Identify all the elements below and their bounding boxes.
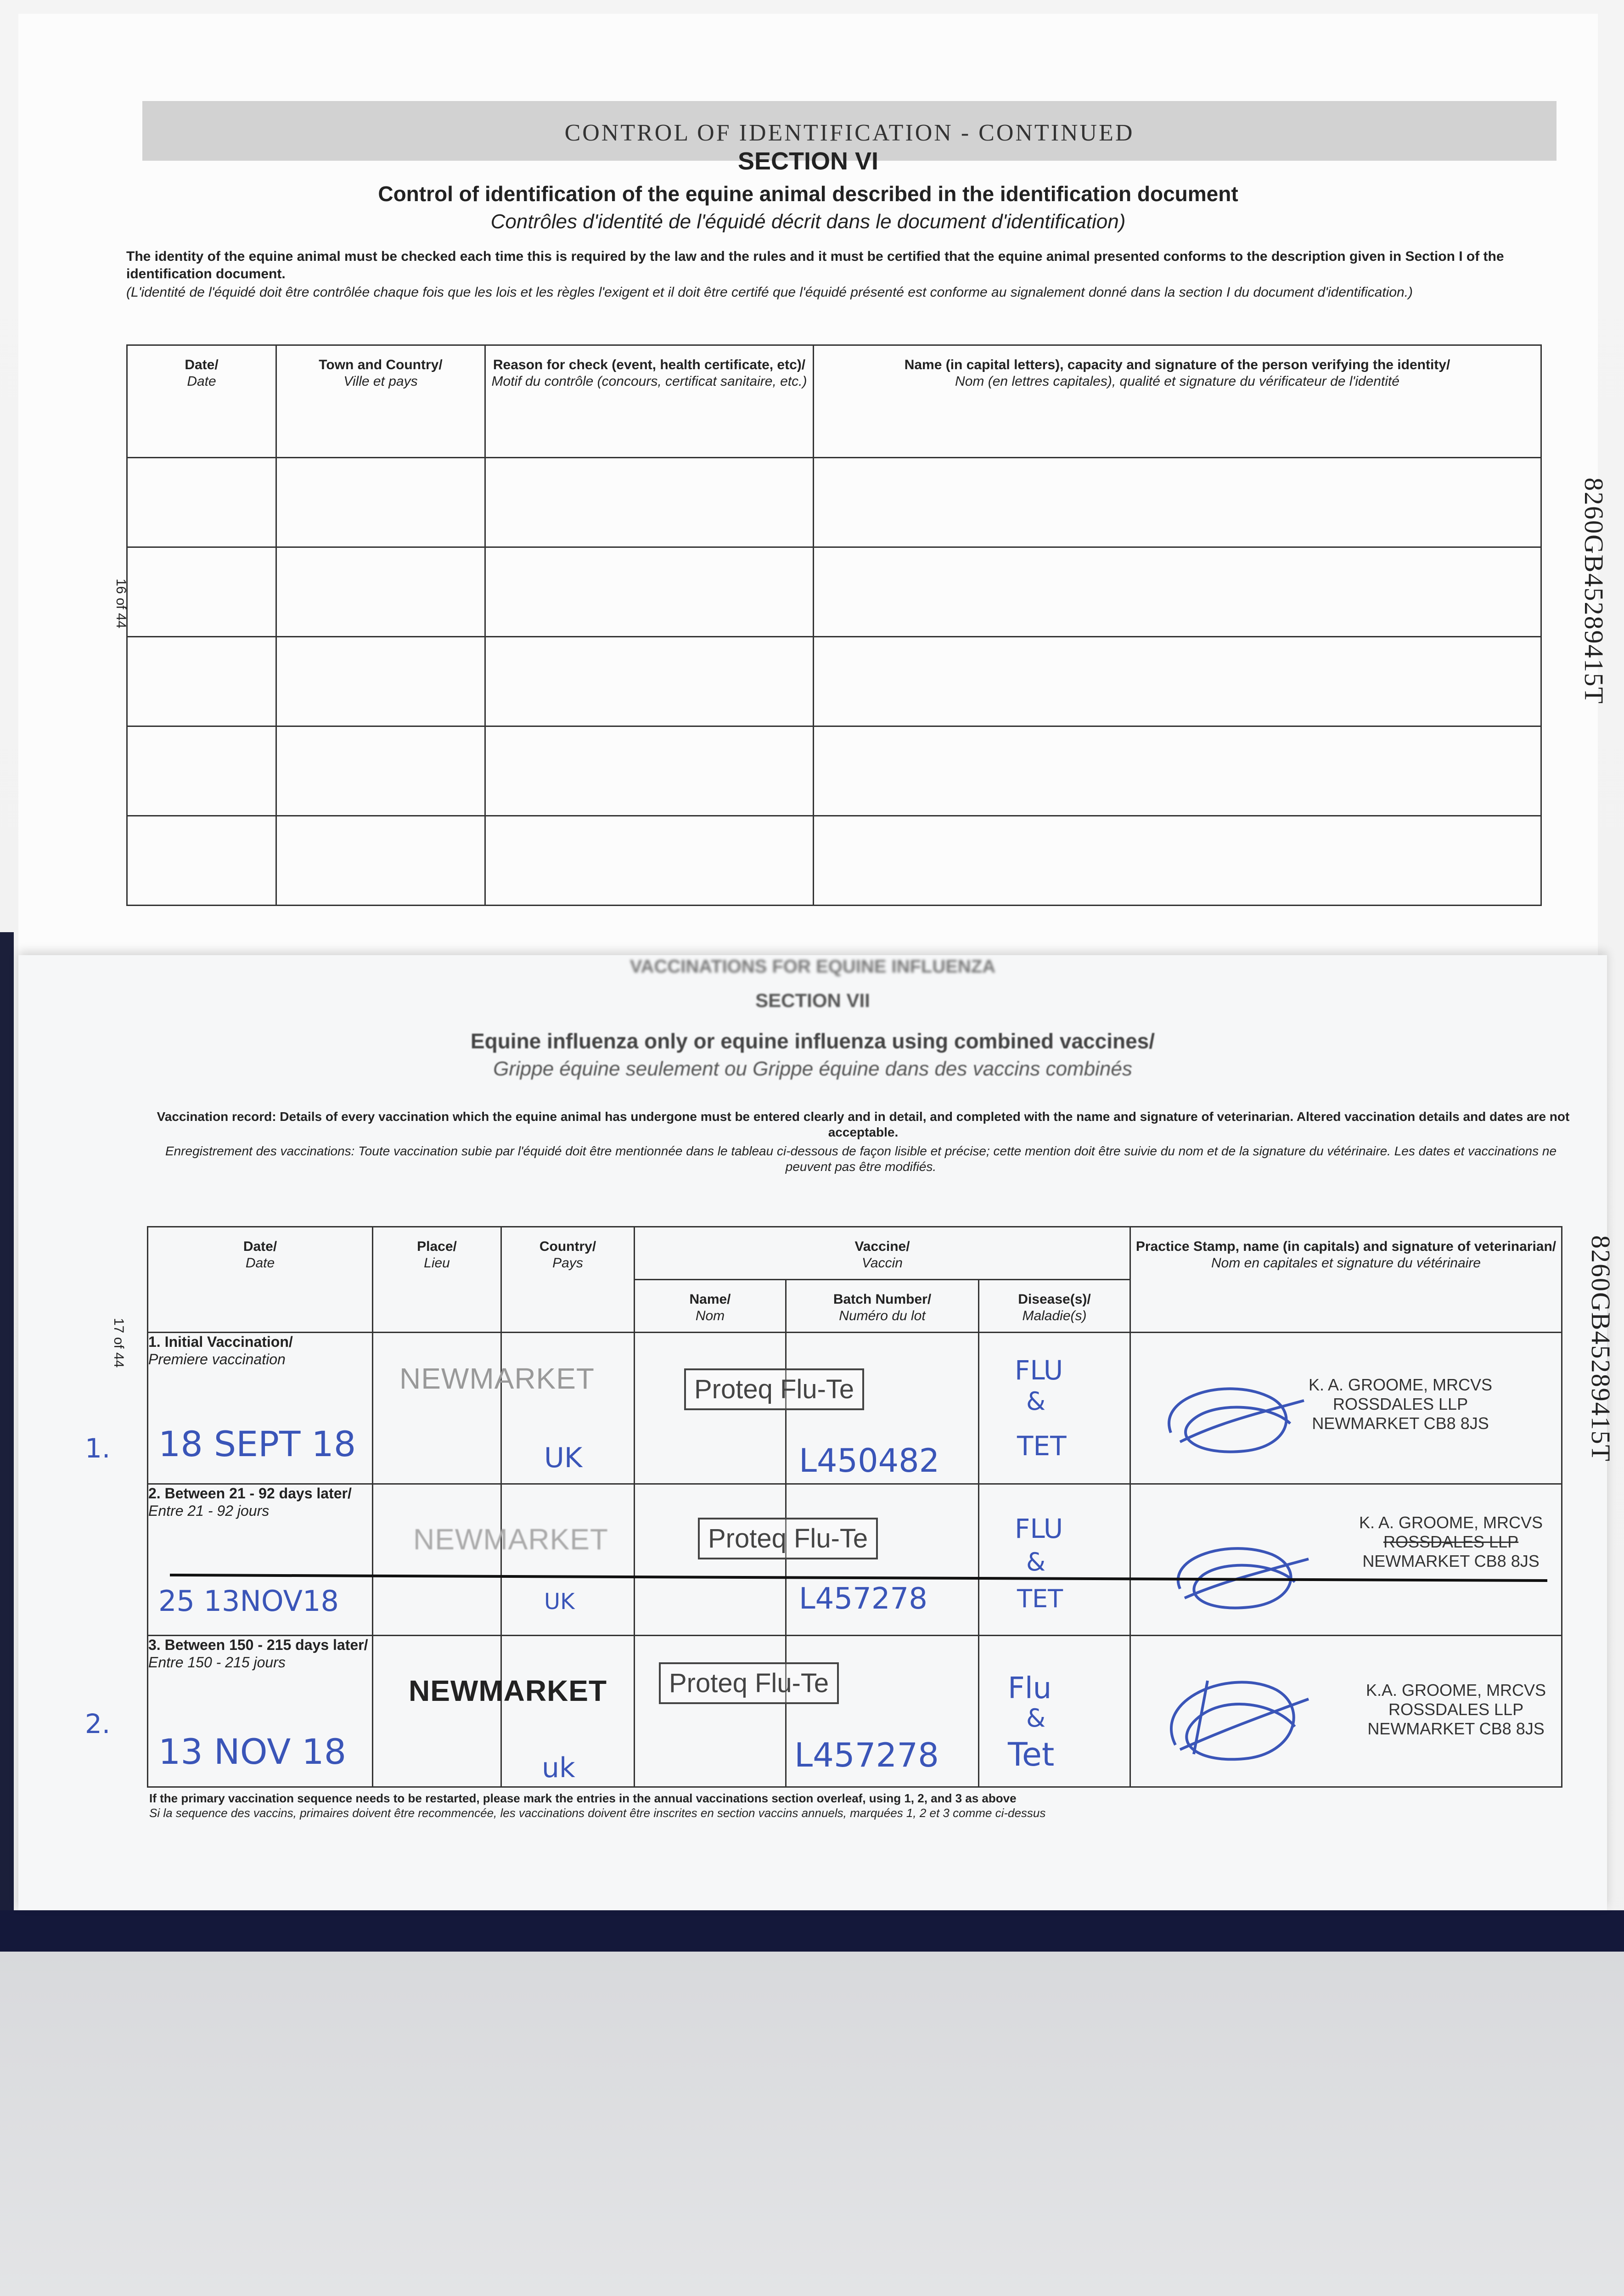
handwritten-disease-and: & <box>1026 1387 1046 1416</box>
row-label: 3. Between 150 - 215 days later/ Entre 150 - 215 jours <box>148 1636 373 1787</box>
row-label: 1. Initial Vaccination/ Premiere vaccination <box>148 1333 373 1484</box>
row-label: 2. Between 21 - 92 days later/ Entre 21 - 92 jours <box>148 1484 373 1636</box>
place-stamp: NEWMARKET <box>399 1362 595 1395</box>
handwritten-disease: Tet <box>1008 1736 1055 1773</box>
section-banner-faded: VACCINATIONS FOR EQUINE INFLUENZA <box>629 957 996 977</box>
control-title-fr: Contrôles d'identité de l'équidé décrit dans le document d'identification) <box>490 210 1126 233</box>
strikethrough-line <box>170 1557 1570 1593</box>
handwritten-disease: Flu <box>1008 1671 1052 1705</box>
handwritten-disease: TET <box>1017 1584 1063 1613</box>
col-date: Date/ Date <box>127 345 276 458</box>
page-number: 16 of 44 <box>113 579 129 629</box>
control-table-header <box>127 345 1541 458</box>
col-reason: Reason for check (event, health certificate, etc)/ Motif du contrôle (concours, certificat sanitaire, etc.) <box>485 345 814 458</box>
margin-mark: 1. <box>85 1433 111 1464</box>
table-row <box>127 458 1541 547</box>
control-table <box>126 344 1542 906</box>
vaccine-stamp: Proteq Flu-Te <box>684 1368 864 1410</box>
vet-stamp: K.A. GROOME, MRCVS ROSSDALES LLP NEWMARKET CB8 8JS <box>1366 1681 1546 1738</box>
col-country: Country/ Pays <box>501 1227 635 1333</box>
col-vaccine-name: Name/ Nom <box>635 1280 786 1333</box>
vaccine-stamp: Proteq Flu-Te <box>659 1662 839 1704</box>
page-17 <box>18 955 1616 1910</box>
col-disease: Disease(s)/ Maladie(s) <box>979 1280 1130 1333</box>
vaccination-note-fr: Enregistrement des vaccinations: Toute vaccination subie par l'équidé doit être mentionnée dans le tableau ci-dessous de façon lisible et précise; cette mention doit être suivie du nom et de la signature du vétérinaire. Les dates et vaccinations ne peuvent pas être modifiés. <box>165 1144 1557 1174</box>
col-name: Name (in capital letters), capacity and signature of the person verifying the identity/ Nom (en lettres capitales), qualité et signature du vérificateur de l'identité <box>814 345 1541 458</box>
vet-stamp: K. A. GROOME, MRCVS ROSSDALES LLP NEWMARKET CB8 8JS <box>1309 1375 1493 1433</box>
page-number: 17 of 44 <box>111 1318 126 1368</box>
vaccination-note: Vaccination record: Details of every vaccination which the equine animal has undergone must be entered clearly and in detail, and completed with the name and signature of veterinarian. Altered vaccination details and dates are not acceptable. <box>157 1109 1570 1139</box>
handwritten-disease: FLU <box>1015 1355 1063 1386</box>
col-town: Town and Country/ Ville et pays <box>276 345 485 458</box>
handwritten-disease-and: & <box>1026 1548 1046 1576</box>
col-date: Date/ Date <box>148 1227 373 1333</box>
table-row <box>127 547 1541 637</box>
place-stamp: NEWMARKET <box>413 1523 608 1556</box>
scanner-surface <box>0 1952 1624 2296</box>
page-16 <box>18 14 1609 969</box>
cover-edge <box>0 1910 1624 1952</box>
table-row <box>127 637 1541 726</box>
table-row <box>127 816 1541 906</box>
footnote-fr: Si la sequence des vaccins, primaires doivent être recommencée, les vaccinations doivent être inscrites en section vaccins annuels, marquées 1, 2 et 3 comme ci-dessus <box>149 1806 1046 1820</box>
binding-edge <box>0 932 14 1956</box>
col-batch: Batch Number/ Numéro du lot <box>786 1280 979 1333</box>
footnote: If the primary vaccination sequence needs to be restarted, please mark the entries in the annual vaccinations section overleaf, using 1, 2, and 3 as above <box>149 1791 1017 1805</box>
vaccine-stamp: Proteq Flu-Te <box>698 1518 878 1559</box>
vet-signature <box>1152 1662 1318 1768</box>
handwritten-disease: FLU <box>1015 1513 1063 1544</box>
control-note-fr: (L'identité de l'équidé doit être contrôlée chaque fois que les lois et les règles l'exigent et il doit être certifé que l'équidé présenté est conforme au signalement donné dans la section I du document d'identification.) <box>126 285 1413 300</box>
vaccination-header-row <box>148 1227 1562 1280</box>
handwritten-disease: TET <box>1017 1430 1067 1462</box>
handwritten-batch: L457278 <box>799 1582 927 1616</box>
handwritten-disease-and: & <box>1026 1704 1046 1733</box>
control-note: The identity of the equine animal must be checked each time this is required by the law and the rules and it must be certified that the equine animal presented conforms to the description given in Section I of the identification document. <box>126 249 1504 281</box>
control-title: Control of identification of the equine animal described in the identification document <box>378 182 1238 206</box>
handwritten-country: uk <box>542 1752 575 1784</box>
handwritten-date: 18 SEPT 18 <box>158 1424 356 1464</box>
passport-number: 8260GB45289415T <box>1579 478 1609 704</box>
vaccination-title: Equine influenza only or equine influenza using combined vaccines/ <box>470 1029 1155 1053</box>
vet-signature <box>1152 1368 1318 1460</box>
handwritten-batch: L457278 <box>794 1736 939 1774</box>
handwritten-country: UK <box>544 1442 583 1474</box>
vaccination-title-fr: Grippe équine seulement ou Grippe équine dans des vaccins combinés <box>493 1058 1132 1080</box>
section-vii-heading: SECTION VII <box>755 990 870 1011</box>
handwritten-country: UK <box>544 1589 575 1615</box>
handwritten-date: 25 13NOV18 <box>158 1584 339 1618</box>
banner-title: CONTROL OF IDENTIFICATION - CONTINUED <box>564 120 1135 146</box>
col-place: Place/ Lieu <box>373 1227 501 1333</box>
vaccination-table <box>147 1226 1562 1788</box>
passport-number: 8260GB45289415T <box>1586 1235 1616 1462</box>
handwritten-date: 13 NOV 18 <box>158 1731 347 1772</box>
table-row <box>127 726 1541 816</box>
handwritten-batch: L450482 <box>799 1442 940 1480</box>
col-practice-stamp: Practice Stamp, name (in capitals) and signature of veterinarian/ Nom en capitales et signature du vétérinaire <box>1130 1227 1562 1333</box>
vet-stamp: K. A. GROOME, MRCVS ROSSDALES LLP NEWMARKET CB8 8JS <box>1359 1513 1543 1570</box>
section-vi-heading: SECTION VI <box>737 147 879 175</box>
margin-mark: 2. <box>85 1708 111 1739</box>
place-stamp: NEWMARKET <box>409 1674 607 1707</box>
col-vaccine: Vaccine/ Vaccin <box>635 1227 1130 1280</box>
